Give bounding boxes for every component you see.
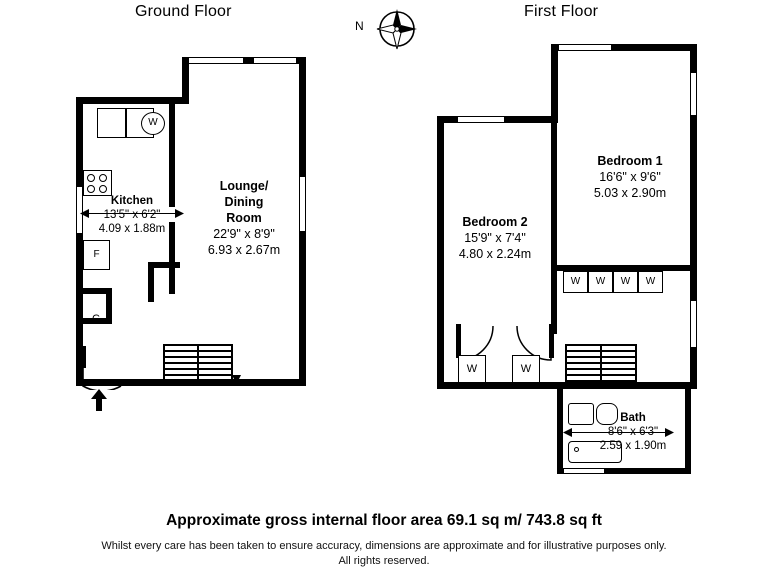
window-bed2-top: [457, 116, 505, 123]
window-bed1-right-2: [690, 300, 697, 348]
bath-imperial: 8'6" x 6'3": [607, 426, 659, 438]
room-label-bedroom2: [437, 214, 553, 262]
wall-hall-partition: [148, 262, 154, 302]
disclaimer: [0, 539, 768, 569]
wardrobe-4-label: W: [645, 276, 656, 287]
compass-icon: [373, 6, 421, 52]
hob-ring-1: [87, 174, 95, 182]
window-bed1-right-1: [690, 72, 697, 116]
bath-metric: 2.59 x 1.90m: [599, 440, 667, 452]
kitchen-imperial: 13'5" x 6'2": [103, 209, 161, 221]
hob-ring-2: [99, 174, 107, 182]
kitchen-hob: [83, 170, 112, 196]
wall-kitchen-divider-upper: [169, 104, 175, 207]
bedroom1-metric: 5.03 x 2.90m: [593, 186, 667, 200]
lounge-name-line3: Room: [226, 211, 262, 225]
wardrobe-3-label: W: [620, 276, 631, 287]
washing-machine-label: W: [148, 117, 158, 128]
room-label-lounge: [185, 178, 303, 258]
stairs-ground: [163, 344, 233, 384]
cupboard-label: C: [92, 313, 100, 325]
bedroom2-name: Bedroom 2: [462, 215, 528, 229]
hob-ring-4: [99, 185, 107, 193]
disclaimer-line-2: All rights reserved.: [338, 555, 430, 567]
door-opening-1-label: W: [466, 363, 478, 375]
stairs-first: [565, 344, 637, 384]
wall-kitchen-top: [76, 97, 189, 104]
entrance-door-swing: [80, 346, 132, 390]
door-opening-2-label: W: [520, 363, 532, 375]
window-bed1-top: [558, 44, 612, 51]
hob-ring-3: [87, 185, 95, 193]
window-lounge-top-2: [253, 57, 297, 64]
room-label-bath: [578, 411, 688, 453]
ground-floor-title: Ground Floor: [135, 3, 232, 20]
room-label-bedroom1: [570, 153, 690, 201]
window-bath-bottom: [563, 468, 605, 474]
wall-hall-partition-top: [148, 262, 180, 268]
disclaimer-line-1: Whilst every care has been taken to ensure accuracy, dimensions are approximate and for illustrative purposes only.: [101, 540, 667, 552]
wall-bed1-left-upper: [551, 44, 558, 120]
wall-bed2-bottom: [437, 382, 557, 389]
bath-name: Bath: [620, 412, 646, 424]
kitchen-unit-1: [97, 108, 126, 138]
floor-area-text: Approximate gross internal floor area 69.1 sq m/ 743.8 sq ft: [166, 512, 602, 529]
bedroom1-name: Bedroom 1: [597, 154, 663, 168]
bedroom2-imperial: 15'9" x 7'4": [464, 231, 526, 245]
room-label-kitchen: [86, 194, 178, 236]
fridge-label: F: [93, 249, 100, 260]
bedroom2-metric: 4.80 x 2.24m: [458, 247, 532, 261]
kitchen-name: Kitchen: [110, 195, 154, 207]
window-lounge-top-1: [188, 57, 244, 64]
lounge-name-line2: Dining: [224, 195, 264, 209]
lounge-imperial: 22'9" x 8'9": [213, 227, 275, 241]
bath-dim-arrow-left: [563, 427, 575, 438]
lounge-metric: 6.93 x 2.67m: [207, 243, 281, 257]
bedroom1-imperial: 16'6" x 9'6": [599, 170, 661, 184]
wardrobe-2-label: W: [595, 276, 606, 287]
first-floor-title: First Floor: [524, 3, 599, 20]
lounge-name-line1: Lounge/: [219, 179, 269, 193]
compass-rose: [355, 6, 435, 52]
compass-north-label: N: [355, 19, 364, 33]
wardrobe-1-label: W: [570, 276, 581, 287]
entrance-arrow: [90, 389, 108, 411]
kitchen-metric: 4.09 x 1.88m: [98, 223, 166, 235]
